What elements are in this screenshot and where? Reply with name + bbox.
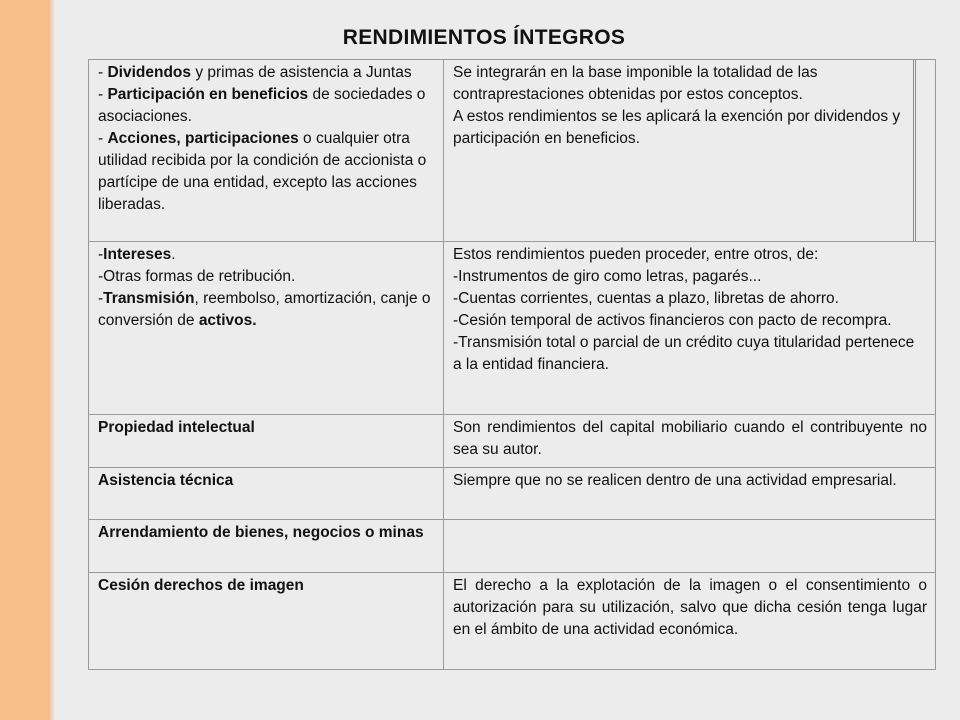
row2-item-transmision: -Transmisión, reembolso, amortización, canje o conversión de activos. xyxy=(98,290,431,329)
row1-concepts-cell xyxy=(89,60,444,242)
row1-description-cell xyxy=(444,60,936,242)
row2-description-line: -Cuentas corrientes, cuentas a plazo, libretas de ahorro. xyxy=(453,290,839,307)
income-table xyxy=(88,59,936,670)
row5-description-cell xyxy=(444,520,936,573)
row2-concepts-cell xyxy=(89,242,444,415)
table-row xyxy=(89,520,936,573)
table-row xyxy=(89,573,936,670)
decorative-side-strip xyxy=(0,0,55,720)
row1-item-dividendos: - Dividendos y primas de asistencia a Juntas xyxy=(98,64,412,81)
row2-description-line: -Cesión temporal de activos financieros con pacto de recompra. xyxy=(453,312,892,329)
table-row xyxy=(89,415,936,468)
row4-concept-cell: Asistencia técnica xyxy=(89,468,444,520)
row5-concept-cell: Arrendamiento de bienes, negocios o minas xyxy=(89,520,444,573)
empty-side-column xyxy=(913,60,935,241)
row2-description-line: Estos rendimientos pueden proceder, entre otros, de: xyxy=(453,246,819,263)
table-row xyxy=(89,468,936,520)
table-row xyxy=(89,60,936,242)
row2-description-line: -Transmisión total o parcial de un crédito cuya titularidad pertenece a la entidad financiera. xyxy=(453,334,915,373)
row3-concept-cell: Propiedad intelectual xyxy=(89,415,444,468)
page-title: RENDIMIENTOS ÍNTEGROS xyxy=(342,26,626,49)
row2-description-line: -Instrumentos de giro como letras, pagarés... xyxy=(453,268,762,285)
row6-concept-cell: Cesión derechos de imagen xyxy=(89,573,444,670)
row6-description-cell: El derecho a la explotación de la imagen o el consentimiento o autorización para su utilización, salvo que dicha cesión tenga lugar en el ámbito de una actividad económica. xyxy=(444,573,936,670)
row1-description-line: Se integrarán en la base imponible la totalidad de las contraprestaciones obtenidas por estos conceptos. xyxy=(453,64,818,103)
row2-item-intereses: -Intereses. xyxy=(98,246,176,263)
row3-description-cell: Son rendimientos del capital mobiliario cuando el contribuyente no sea su autor. xyxy=(444,415,936,468)
row2-item-otras-formas: -Otras formas de retribución. xyxy=(98,268,296,285)
table-row xyxy=(89,242,936,415)
row1-item-acciones: - Acciones, participaciones o cualquier otra utilidad recibida por la condición de accionista o partícipe de una entidad, excepto las acciones liberadas. xyxy=(98,130,427,213)
row1-item-participacion: - Participación en beneficios de sociedades o asociaciones. xyxy=(98,86,426,125)
row1-description-line: A estos rendimientos se les aplicará la exención por dividendos y participación en beneficios. xyxy=(453,108,901,147)
row4-description-cell: Siempre que no se realicen dentro de una actividad empresarial. xyxy=(444,468,936,520)
row2-description-cell xyxy=(444,242,936,415)
